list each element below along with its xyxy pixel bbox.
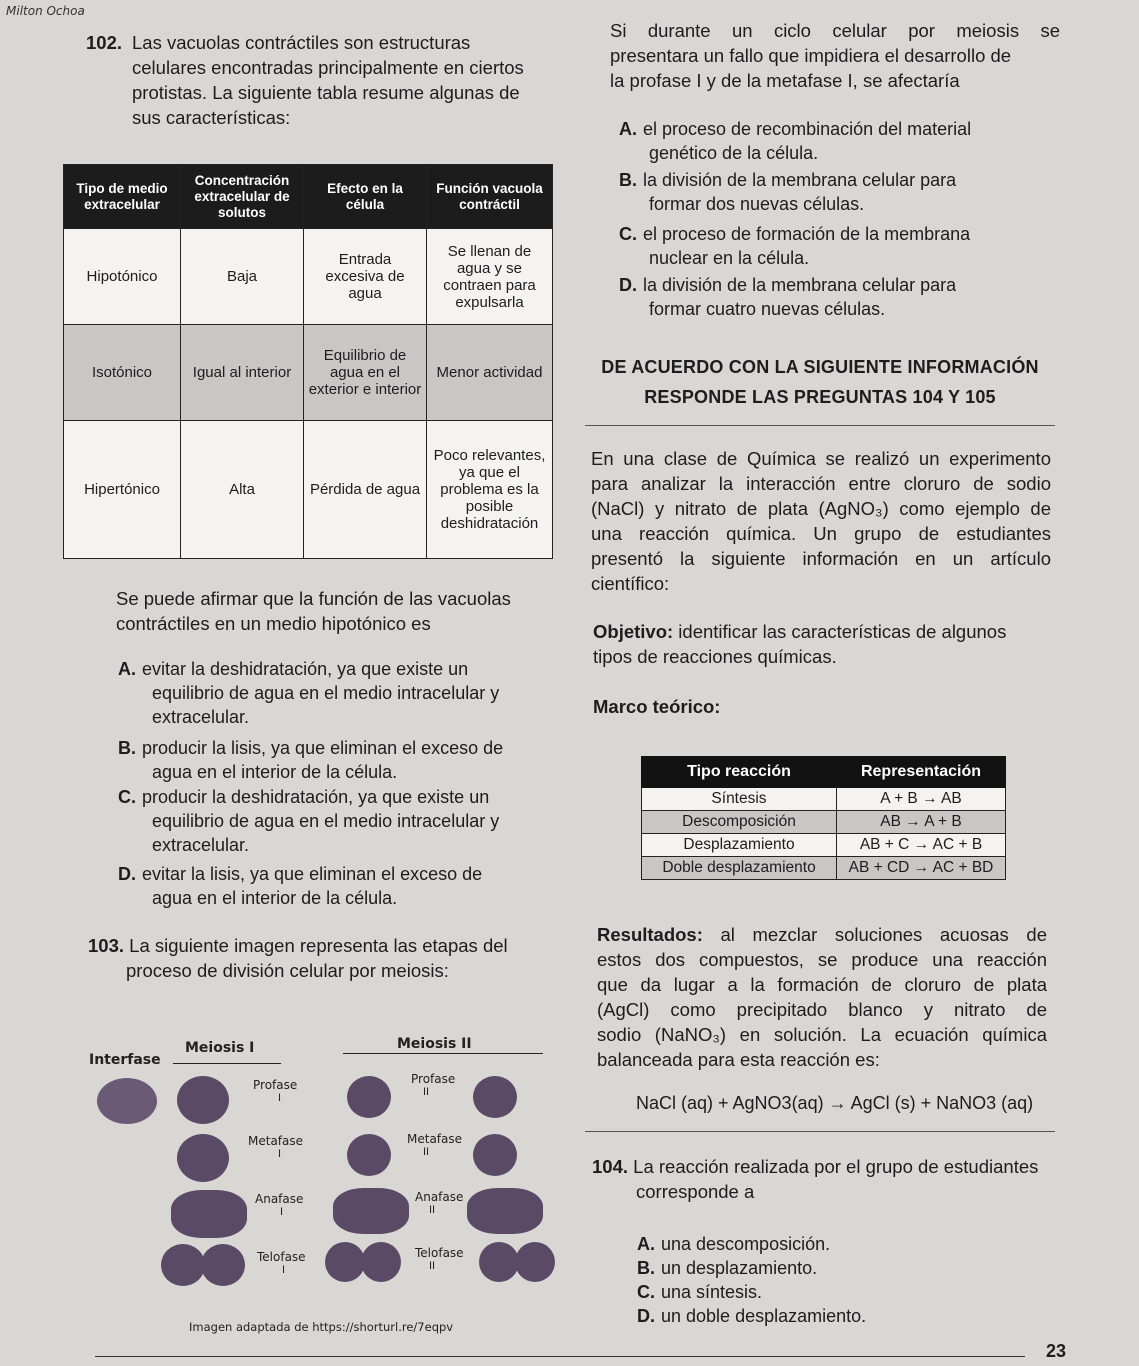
- option-text: producir la lisis, ya que eliminan el exceso de: [142, 738, 504, 758]
- option-text: una síntesis.: [661, 1282, 763, 1302]
- table-cell: Síntesis: [642, 788, 837, 811]
- footer-rule: [95, 1356, 1025, 1357]
- vacuole-header-function: Función vacuola contráctil: [427, 165, 553, 229]
- meiosis-diagram: [85, 1030, 565, 1350]
- results: [597, 922, 1047, 1072]
- section-heading-line-2: RESPONDE LAS PREGUNTAS 104 Y 105: [644, 387, 996, 407]
- meiosis-1-stage-label: Metafase: [248, 1134, 304, 1148]
- results-line: sodio (NaNO₃) en solución. La ecuación química: [597, 1024, 1047, 1045]
- meiosis-1-metafase-cell-icon: [177, 1134, 229, 1182]
- option-text: extracelular.: [152, 835, 250, 855]
- q102-question: [116, 586, 556, 636]
- objective-text: tipos de reacciones químicas.: [593, 646, 837, 667]
- option-letter: A.: [619, 119, 637, 139]
- meiosis-2-stage-label: Telofase: [415, 1246, 464, 1260]
- results-line: balanceada para esta reacción es:: [597, 1049, 880, 1070]
- option-text: un doble desplazamiento.: [661, 1306, 867, 1326]
- objective-label: Objetivo:: [593, 621, 674, 642]
- image-credit: Imagen adaptada de https://shorturl.re/7eqpv: [189, 1320, 454, 1334]
- option-text: nuclear en la célula.: [649, 248, 810, 268]
- objective-text: identificar las características de algunos: [673, 621, 1007, 642]
- option-letter: D.: [118, 864, 136, 884]
- q102-intro-line-3: protistas. La siguiente tabla resume algunas de: [132, 82, 520, 103]
- table-cell: Equilibrio de agua en el exterior e interior: [304, 325, 427, 421]
- meiosis-2-bracket: [343, 1053, 543, 1054]
- q102-option-d[interactable]: [118, 862, 558, 910]
- q103-option-a[interactable]: [619, 117, 1064, 165]
- table-row: [642, 857, 1006, 880]
- table-cell: Descomposición: [642, 811, 837, 834]
- meiosis-1-anafase-cell-icon: [171, 1190, 247, 1238]
- q103-option-b[interactable]: [619, 168, 1064, 216]
- q104-option-c[interactable]: [637, 1280, 762, 1304]
- section-heading-line-1: DE ACUERDO CON LA SIGUIENTE INFORMACIÓN: [601, 357, 1039, 377]
- table-cell: Menor actividad: [427, 325, 553, 421]
- section-heading: [580, 352, 1060, 412]
- meiosis-1-stage-label: Telofase: [257, 1250, 306, 1264]
- q103-option-c[interactable]: [619, 222, 1064, 270]
- stage-mark: I: [278, 1092, 282, 1104]
- reaction-header-type: Tipo reacción: [642, 757, 837, 788]
- q103-question: [610, 18, 1060, 93]
- vacuole-header-effect: Efecto en la célula: [304, 165, 427, 229]
- stage-mark: II: [429, 1260, 436, 1272]
- q102-option-a[interactable]: [118, 657, 558, 729]
- option-letter: C.: [637, 1282, 655, 1302]
- option-text: genético de la célula.: [649, 143, 819, 163]
- option-letter: B.: [637, 1258, 655, 1278]
- stage-mark: I: [282, 1264, 286, 1276]
- option-text: extracelular.: [152, 707, 250, 727]
- table-row: [64, 229, 553, 325]
- meiosis-2-anafase-cell-b-icon: [467, 1188, 543, 1234]
- table-cell: Desplazamiento: [642, 834, 837, 857]
- section-intro-line: para analizar la interacción entre cloruro de sodio: [591, 473, 1051, 494]
- section-intro-line: una reacción química. Un grupo de estudiantes: [591, 523, 1051, 544]
- option-text: producir la deshidratación, ya que existe un: [142, 787, 490, 807]
- option-text: un desplazamiento.: [661, 1258, 818, 1278]
- meiosis-2-stage-label: Profase: [411, 1072, 456, 1086]
- table-cell: Baja: [181, 229, 304, 325]
- stage-mark: II: [423, 1086, 430, 1098]
- option-text: agua en el interior de la célula.: [152, 762, 398, 782]
- table-row: [64, 325, 553, 421]
- reaction-table-header-row: [642, 757, 1006, 788]
- q103-number: 103.: [88, 935, 125, 956]
- meiosis-1-telofase-cell-a-icon: [161, 1244, 205, 1286]
- stage-mark: II: [429, 1204, 436, 1216]
- q104-number: 104.: [592, 1156, 629, 1177]
- q103-intro-line-2: proceso de división celular por meiosis:: [126, 960, 449, 981]
- option-letter: D.: [637, 1306, 655, 1326]
- table-cell: Pérdida de agua: [304, 421, 427, 559]
- marco-teorico-label: Marco teórico:: [593, 696, 721, 717]
- option-text: la división de la membrana celular para: [643, 275, 957, 295]
- results-label: Resultados:: [597, 924, 703, 945]
- table-cell: Isotónico: [64, 325, 181, 421]
- option-letter: B.: [619, 170, 637, 190]
- meiosis-1-profase-cell-icon: [177, 1076, 229, 1124]
- table-cell: Se llenan de agua y se contraen para expulsarla: [427, 229, 553, 325]
- meiosis-2-profase-cell-a-icon: [347, 1076, 391, 1118]
- vacuole-table: [63, 164, 553, 559]
- option-letter: C.: [118, 787, 136, 807]
- q103-intro: [88, 933, 568, 983]
- q102-intro-line-4: sus características:: [132, 107, 291, 128]
- section-intro: [591, 446, 1051, 596]
- q104-question-line-1: La reacción realizada por el grupo de estudiantes: [633, 1156, 1039, 1177]
- table-cell: Igual al interior: [181, 325, 304, 421]
- meiosis-2-anafase-cell-a-icon: [333, 1188, 409, 1234]
- q103-question-line-2: presentara un fallo que impidiera el desarrollo de: [610, 45, 1012, 66]
- option-text: equilibrio de agua en el medio intracelular y: [152, 811, 500, 831]
- q103-intro-line-1: La siguiente imagen representa las etapas del: [129, 935, 508, 956]
- table-cell: Alta: [181, 421, 304, 559]
- option-text: evitar la deshidratación, ya que existe un: [142, 659, 469, 679]
- option-letter: D.: [619, 275, 637, 295]
- chemical-equation: NaCl (aq) + AgNO3(aq) → AgCl (s) + NaNO3 (aq): [636, 1093, 1034, 1113]
- option-letter: C.: [619, 224, 637, 244]
- meiosis-2-stage-label: Metafase: [407, 1132, 463, 1146]
- stage-mark: I: [280, 1206, 284, 1218]
- results-line: estos dos compuestos, se produce una reacción: [597, 949, 1047, 970]
- equation-divider: [585, 1131, 1055, 1132]
- q102-question-line-2: contráctiles en un medio hipotónico es: [116, 613, 431, 634]
- section-intro-line: (NaCl) y nitrato de plata (AgNO₃) como ejemplo de: [591, 498, 1051, 519]
- q104-question: [592, 1154, 1062, 1204]
- results-line: que da lugar a la formación de cloruro de plata: [597, 974, 1047, 995]
- q104-option-a[interactable]: [637, 1232, 830, 1256]
- option-text: la división de la membrana celular para: [643, 170, 957, 190]
- q102-option-b[interactable]: [118, 736, 558, 784]
- vacuole-table-header-row: [64, 165, 553, 229]
- option-letter: A.: [118, 659, 136, 679]
- section-intro-line: presentó la siguiente información en un artículo: [591, 548, 1051, 569]
- q104-question-line-2: corresponde a: [636, 1181, 755, 1202]
- q102-intro-line-1: Las vacuolas contráctiles son estructuras: [132, 32, 471, 53]
- meiosis-2-metafase-cell-a-icon: [347, 1134, 391, 1176]
- meiosis-2-telofase-cell-d-icon: [515, 1242, 555, 1282]
- table-cell: Hipertónico: [64, 421, 181, 559]
- q102-intro: [88, 30, 548, 130]
- author-handwriting: Milton Ochoa: [6, 4, 85, 18]
- q103-option-d[interactable]: [619, 273, 1064, 321]
- option-text: agua en el interior de la célula.: [152, 888, 398, 908]
- option-text: una descomposición.: [661, 1234, 831, 1254]
- meiosis-1-stage-label: Profase: [253, 1078, 298, 1092]
- table-cell: Entrada excesiva de agua: [304, 229, 427, 325]
- table-cell: AB → A + B: [837, 811, 1006, 834]
- meiosis-2-metafase-cell-b-icon: [473, 1134, 517, 1176]
- meiosis-2-profase-cell-b-icon: [473, 1076, 517, 1118]
- meiosis-1-stage-label: Anafase: [255, 1192, 304, 1206]
- option-text: evitar la lisis, ya que eliminan el exceso de: [142, 864, 483, 884]
- page-number: 23: [1046, 1341, 1067, 1361]
- meiosis-2-telofase-cell-a-icon: [325, 1242, 365, 1282]
- q102-option-c[interactable]: [118, 785, 558, 857]
- option-text: formar cuatro nuevas células.: [649, 299, 886, 319]
- objective: [593, 619, 1053, 669]
- table-cell: Hipotónico: [64, 229, 181, 325]
- table-cell: AB + C → AC + B: [837, 834, 1006, 857]
- meiosis-2-telofase-cell-b-icon: [361, 1242, 401, 1282]
- results-line: (AgCl) como precipitado blanco y nitrato de: [597, 999, 1047, 1020]
- q102-question-line-1: Se puede afirmar que la función de las vacuolas: [116, 588, 511, 609]
- meiosis-2-label: Meiosis II: [397, 1036, 472, 1052]
- meiosis-2-stage-label: Anafase: [415, 1190, 464, 1204]
- table-cell: Doble desplazamiento: [642, 857, 837, 880]
- stage-mark: II: [423, 1146, 430, 1158]
- option-text: el proceso de recombinación del material: [643, 119, 972, 139]
- table-row: [64, 421, 553, 559]
- table-cell: A + B → AB: [837, 788, 1006, 811]
- reaction-types-table: [641, 756, 1006, 880]
- meiosis-1-label: Meiosis I: [185, 1040, 255, 1056]
- q102-intro-line-2: celulares encontradas principalmente en ciertos: [132, 57, 524, 78]
- interphase-cell-icon: [97, 1078, 157, 1124]
- table-cell: AB + CD → AC + BD: [837, 857, 1006, 880]
- meiosis-1-telofase-cell-b-icon: [201, 1244, 245, 1286]
- reaction-header-representation: Representación: [837, 757, 1006, 788]
- q102-number: 102.: [86, 32, 123, 53]
- interfase-label: Interfase: [89, 1052, 161, 1068]
- option-text: equilibrio de agua en el medio intracelular y: [152, 683, 500, 703]
- section-intro-line: En una clase de Química se realizó un experimento: [591, 448, 1051, 469]
- option-letter: A.: [637, 1234, 655, 1254]
- vacuole-header-concentration: Concentración extracelular de solutos: [181, 165, 304, 229]
- table-cell: Poco relevantes, ya que el problema es la posible deshidratación: [427, 421, 553, 559]
- meiosis-2-telofase-cell-c-icon: [479, 1242, 519, 1282]
- q104-option-b[interactable]: [637, 1256, 817, 1280]
- section-divider: [585, 425, 1055, 426]
- table-row: [642, 834, 1006, 857]
- option-letter: B.: [118, 738, 136, 758]
- vacuole-header-medium: Tipo de medio extracelular: [64, 165, 181, 229]
- option-text: formar dos nuevas células.: [649, 194, 865, 214]
- q103-question-line-3: la profase I y de la metafase I, se afectaría: [610, 70, 960, 91]
- q104-option-d[interactable]: [637, 1304, 866, 1328]
- table-row: [642, 788, 1006, 811]
- option-text: el proceso de formación de la membrana: [643, 224, 971, 244]
- section-intro-line: científico:: [591, 573, 670, 594]
- results-line: al mezclar soluciones acuosas de: [702, 924, 1047, 945]
- stage-mark: I: [278, 1148, 282, 1160]
- q103-question-line-1: Si durante un ciclo celular por meiosis se: [610, 20, 1060, 41]
- table-row: [642, 811, 1006, 834]
- meiosis-1-bracket: [173, 1063, 281, 1064]
